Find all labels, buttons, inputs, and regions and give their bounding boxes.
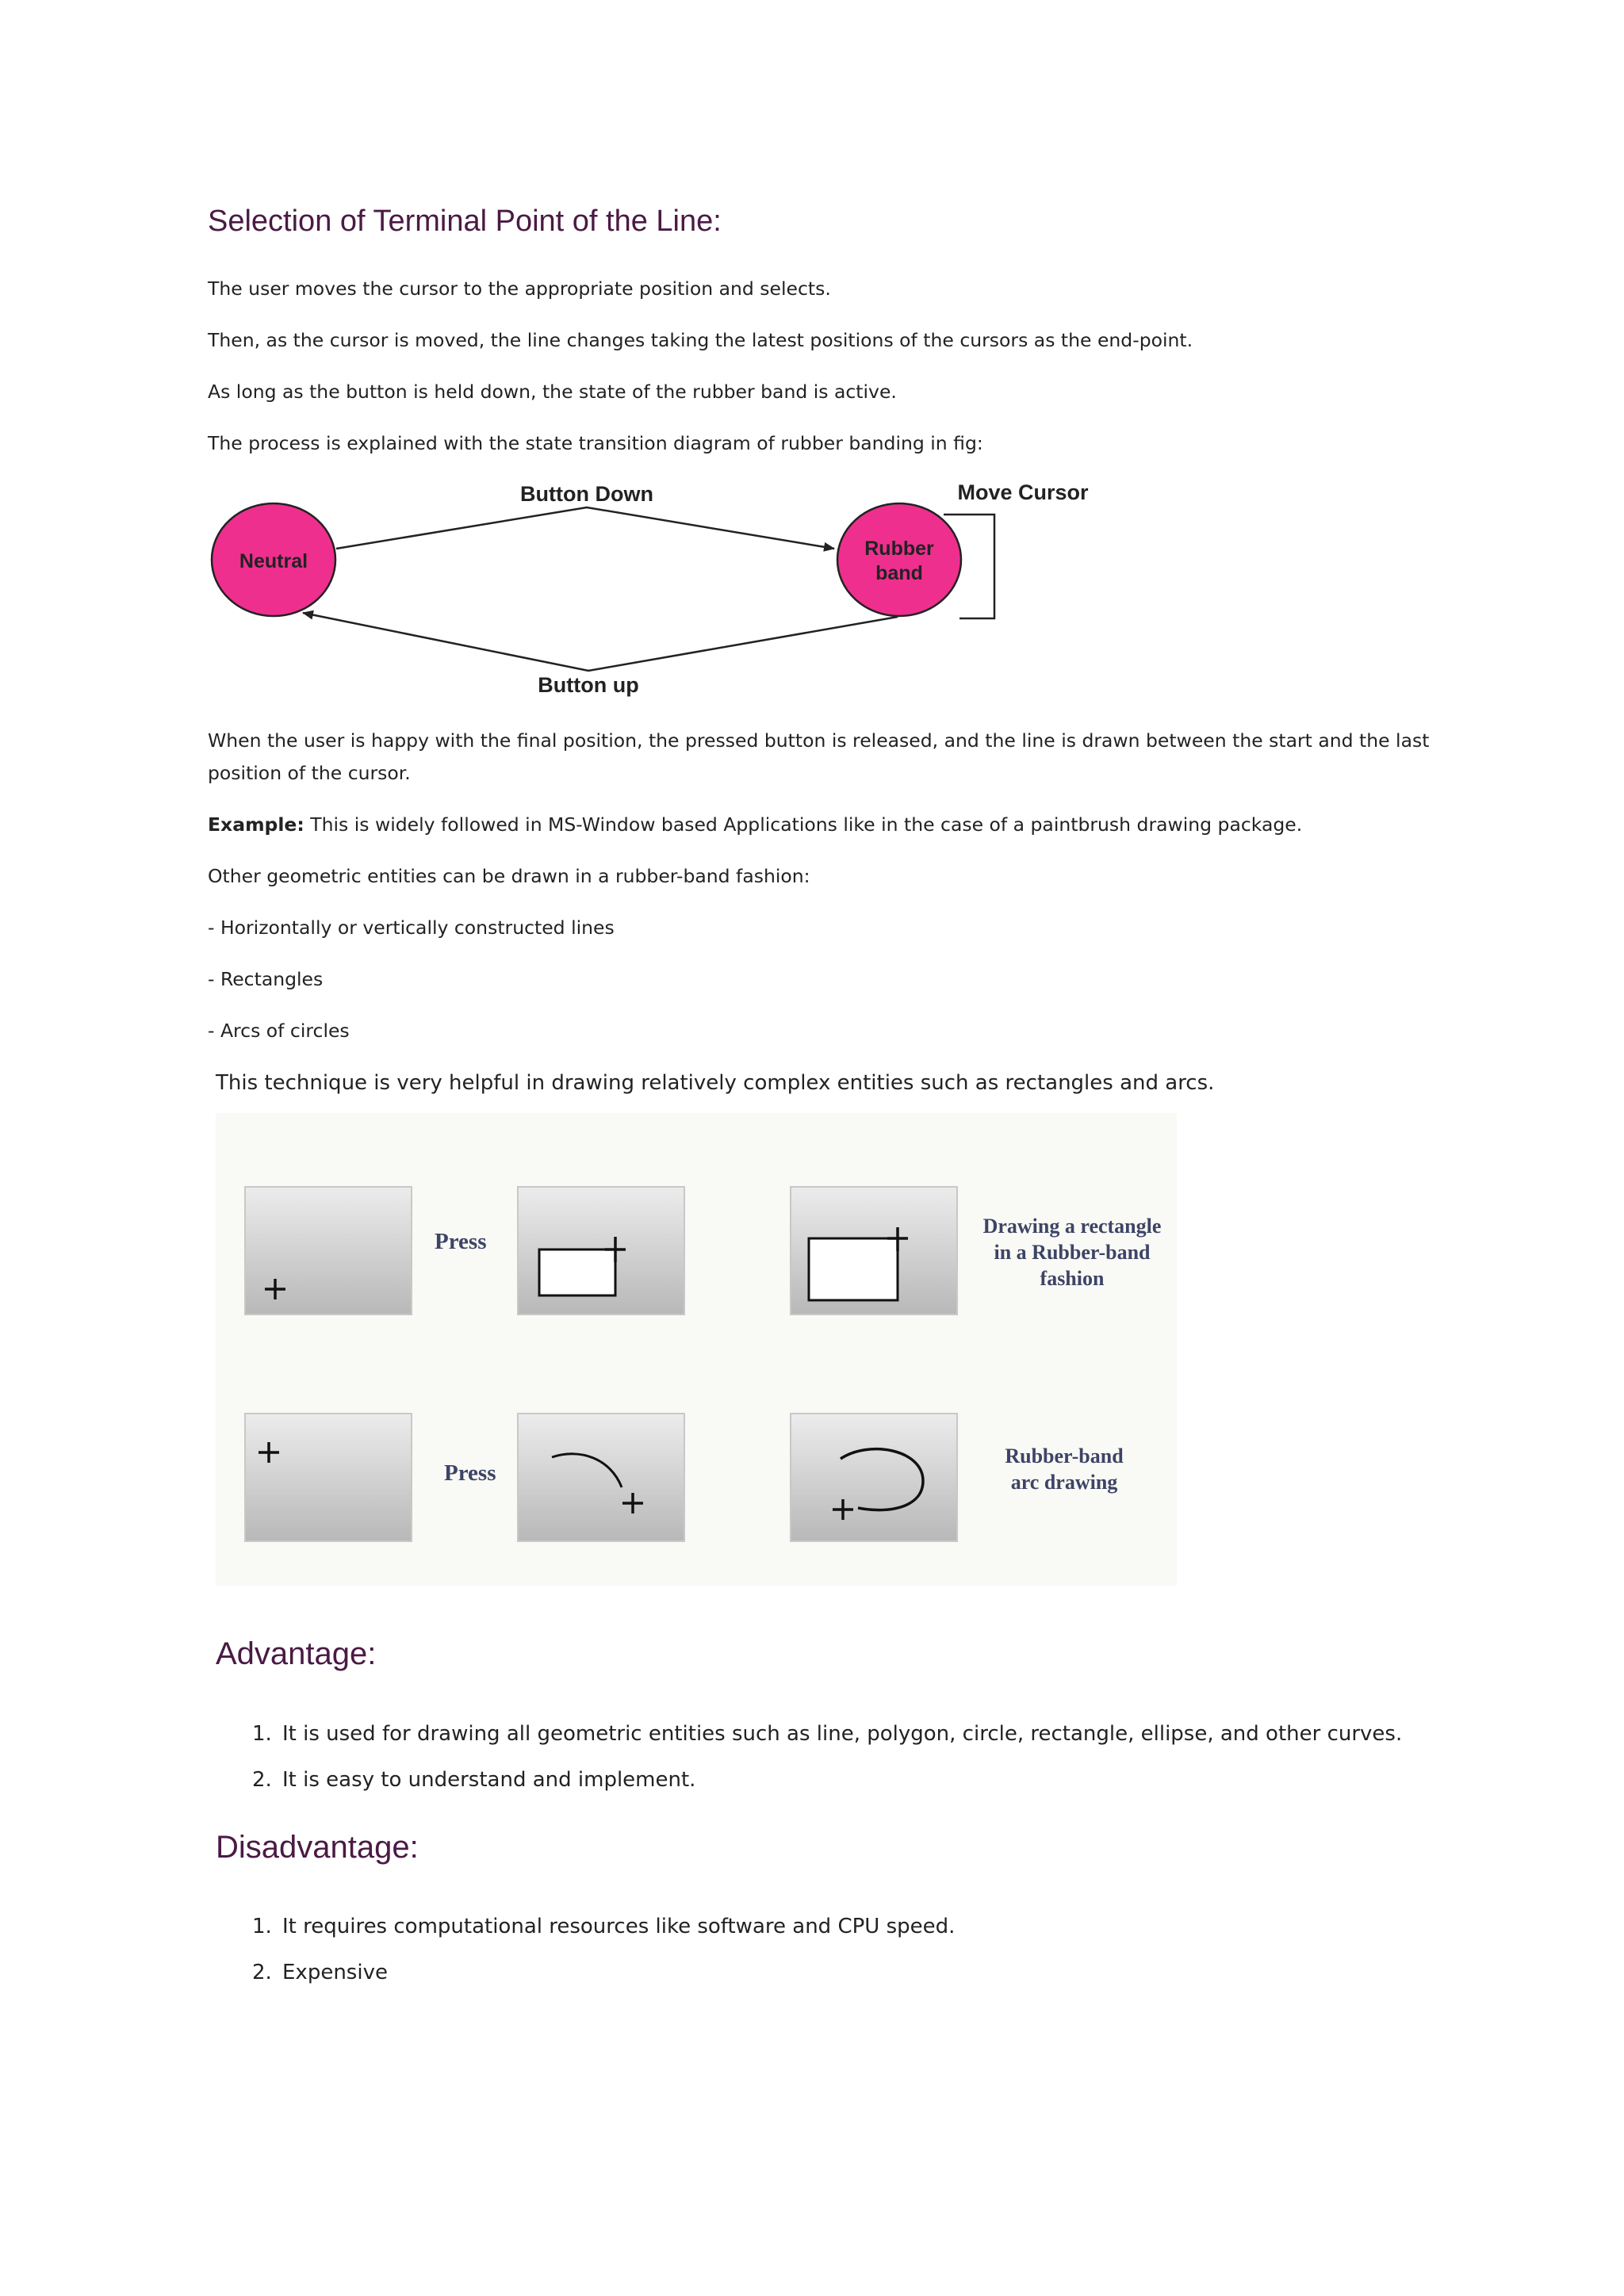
caption-arc: Rubber-band arc drawing — [1005, 1445, 1124, 1494]
press-label-rect: Press — [435, 1229, 487, 1254]
rubber-band-state-label-line1: Rubber — [864, 538, 934, 560]
button-down-transition — [336, 507, 834, 549]
paragraph-line-changes: Then, as the cursor is moved, the line changes taking the latest positions of the cursors as the end-point. — [208, 329, 1193, 351]
arc-panel-drawing — [517, 1413, 685, 1542]
bullet-rectangles: - Rectangles — [208, 968, 324, 990]
section-title: Selection of Terminal Point of the Line: — [208, 205, 722, 238]
neutral-state-label: Neutral — [239, 550, 308, 572]
rect-panel-start — [244, 1186, 412, 1315]
paragraph-button-released: When the user is happy with the final position, the pressed button is released, and the line is drawn between the start and the last position of the cursor. — [208, 729, 1430, 784]
example-text: This is widely followed in MS-Window based Applications like in the case of a paintbrush drawing package. — [304, 813, 1303, 836]
advantage-list — [252, 1718, 1402, 1810]
rubber-band-figure — [216, 1113, 1177, 1586]
button-up-transition — [303, 613, 898, 671]
button-up-label: Button up — [538, 673, 639, 697]
paragraph-technique: This technique is very helpful in drawing relatively complex entities such as rectangles and arcs. — [216, 1071, 1215, 1095]
button-down-label: Button Down — [520, 482, 653, 506]
state-transition-diagram — [0, 0, 1624, 714]
paragraph-state-diagram-intro: The process is explained with the state transition diagram of rubber banding in fig: — [208, 432, 983, 454]
paragraph-example — [208, 809, 1445, 841]
arc-panel-start — [244, 1413, 412, 1542]
disadvantage-heading: Disadvantage: — [216, 1830, 419, 1865]
paragraph-button-held: As long as the button is held down, the state of the rubber band is active. — [208, 381, 897, 403]
list-item: 1. It is used for drawing all geometric entities such as line, polygon, circle, rectangle, ellipse, and other curves. — [252, 1722, 1403, 1746]
rubber-band-state-label-line2: band — [875, 562, 923, 584]
list-item: 2. It is easy to understand and implement. — [252, 1768, 696, 1792]
caption-rectangle: Drawing a rectangle in a Rubber-band fashion — [982, 1215, 1162, 1290]
arc-panel-finished — [790, 1413, 958, 1542]
disadvantage-list — [252, 1911, 955, 2003]
move-cursor-label: Move Cursor — [957, 480, 1089, 504]
example-label: Example: — [208, 813, 304, 836]
advantage-heading: Advantage: — [216, 1636, 377, 1671]
rect-panel-drawing — [517, 1186, 685, 1315]
press-label-arc: Press — [444, 1460, 496, 1486]
list-item: 2. Expensive — [252, 1961, 388, 1984]
bullet-arcs: - Arcs of circles — [208, 1020, 350, 1042]
paragraph-other-entities: Other geometric entities can be drawn in a rubber-band fashion: — [208, 865, 810, 887]
rect-panel-finished — [790, 1186, 958, 1315]
list-item: 1. It requires computational resources like software and CPU speed. — [252, 1915, 956, 1938]
bullet-lines: - Horizontally or vertically constructed lines — [208, 916, 615, 939]
rubber-band-state — [837, 503, 961, 616]
paragraph-cursor-select: The user moves the cursor to the appropriate position and selects. — [208, 277, 831, 300]
